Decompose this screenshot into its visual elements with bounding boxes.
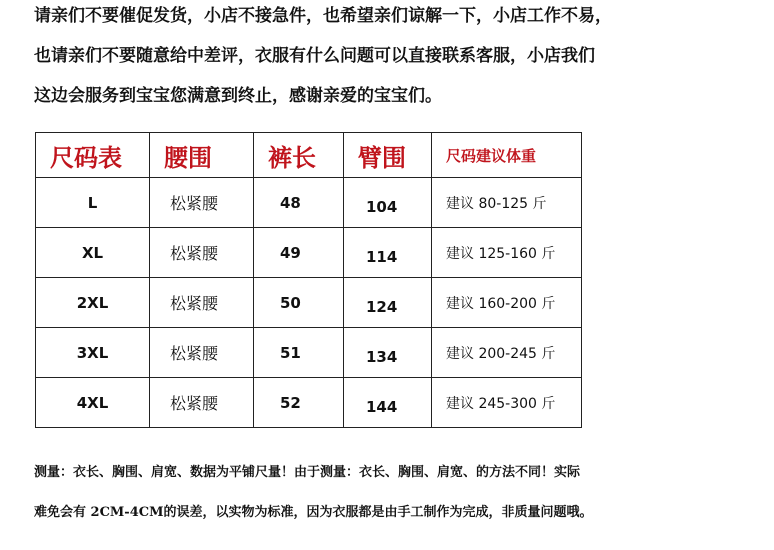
cell-waist: 松紧腰 [150,278,254,328]
header-arm: 臂围 [344,133,432,178]
measurement-note [34,464,769,544]
cell-length: 51 [254,328,344,378]
note-line-2: 难免会有 2CM-4CM的误差，以实物为标准，因为衣服都是由手工制作为完成，非质量问题哦。 [34,505,593,520]
header-size: 尺码表 [36,133,150,178]
table-header-row [36,133,582,178]
cell-recommend: 建议 80-125 斤 [432,178,582,228]
cell-size: 3XL [36,328,150,378]
header-waist: 腰围 [150,133,254,178]
note-line-1: 测量：衣长、胸围、肩宽、数据为平铺尺量！由于测量：衣长、胸围、肩宽、的方法不同！实际 [34,465,581,480]
cell-arm: 124 [344,278,432,328]
cell-recommend: 建议 160-200 斤 [432,278,582,328]
table-row [36,228,582,278]
cell-size: L [36,178,150,228]
cell-length: 52 [254,378,344,428]
notice-text [34,6,764,126]
cell-arm: 144 [344,378,432,428]
header-length: 裤长 [254,133,344,178]
notice-line-1: 请亲们不要催促发货，小店不接急件，也希望亲们谅解一下，小店工作不易， [34,6,612,26]
table-row [36,178,582,228]
cell-arm: 104 [344,178,432,228]
cell-waist: 松紧腰 [150,328,254,378]
cell-size: XL [36,228,150,278]
cell-waist: 松紧腰 [150,228,254,278]
cell-size: 4XL [36,378,150,428]
cell-recommend: 建议 245-300 斤 [432,378,582,428]
cell-length: 49 [254,228,344,278]
size-chart-table [35,132,582,428]
cell-recommend: 建议 200-245 斤 [432,328,582,378]
table-row [36,328,582,378]
table-row [36,378,582,428]
cell-length: 48 [254,178,344,228]
cell-recommend: 建议 125-160 斤 [432,228,582,278]
table-row [36,278,582,328]
cell-waist: 松紧腰 [150,378,254,428]
cell-length: 50 [254,278,344,328]
notice-line-2: 也请亲们不要随意给中差评，衣服有什么问题可以直接联系客服，小店我们 [34,46,595,66]
cell-waist: 松紧腰 [150,178,254,228]
notice-line-3: 这边会服务到宝宝您满意到终止，感谢亲爱的宝宝们。 [34,86,442,106]
cell-arm: 134 [344,328,432,378]
header-recommend: 尺码建议体重 [432,133,582,178]
cell-arm: 114 [344,228,432,278]
cell-size: 2XL [36,278,150,328]
